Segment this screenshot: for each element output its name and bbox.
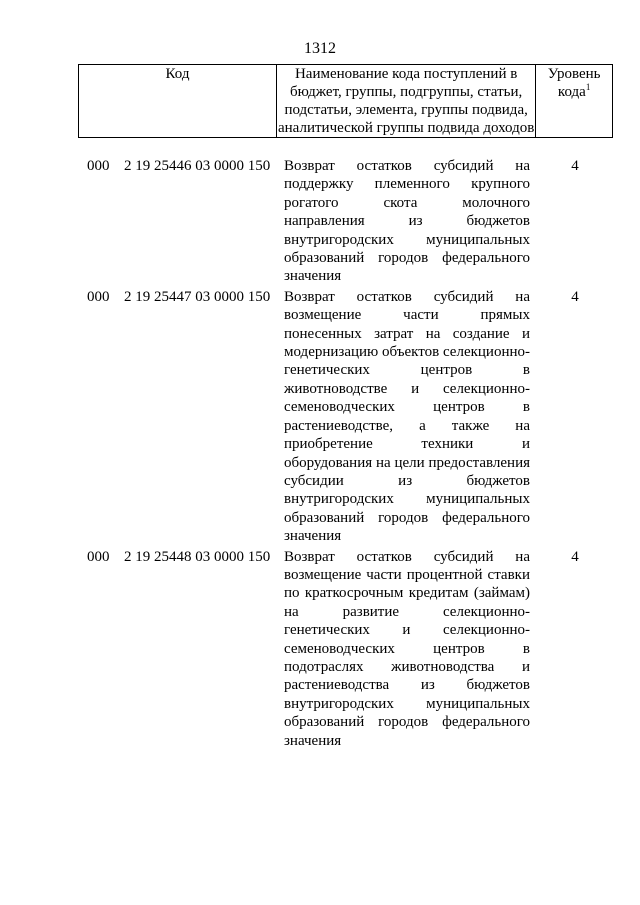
header-code xyxy=(79,65,277,138)
footnote-marker: 1 xyxy=(585,82,591,92)
income-name: Возврат остатков субсидий на поддержку племенного крупного рогатого скота молочного направления из бюджетов внутригородских муниципальных образований городов федерального значения xyxy=(284,158,530,285)
admin-code: 000 xyxy=(87,288,110,305)
code-level: 4 xyxy=(571,548,579,565)
income-code: 2 19 25446 03 0000 150 xyxy=(124,158,271,174)
table-row xyxy=(78,548,613,750)
header-name-label: Наименование кода поступлений в бюджет, группы, подгруппы, статьи, подстатьи, элемента, группы подвида, аналитической группы подвида доходов xyxy=(278,66,535,136)
header-code-label: Код xyxy=(165,66,190,82)
header-name xyxy=(277,65,536,138)
admin-code: 000 xyxy=(87,548,110,565)
admin-code: 000 xyxy=(87,158,110,174)
header-level xyxy=(536,65,613,138)
income-name: Возврат остатков субсидий на возмещение части процентной ставки по краткосрочным кредитам (займам) на развитие селекционно-генетических и селекционно-семеноводческих центров в подотраслях животноводства и растениеводства из бюджетов внутригородских муниципальных образований городов федерального значения xyxy=(284,548,530,749)
code-level: 4 xyxy=(571,288,579,305)
income-name: Возврат остатков субсидий на возмещение части прямых понесенных затрат на создание и модернизацию объектов селекционно-генетических центров в животноводстве и селекционно-семеноводческих центров в растениеводстве, а также на приобретение техники и оборудования на цели предоставления субсидии из бюджетов внутригородских муниципальных образований городов федерального значения xyxy=(284,288,530,545)
table-row xyxy=(78,157,613,286)
header-level-label: Уровень кода xyxy=(547,66,601,100)
code-level: 4 xyxy=(571,158,579,174)
table-header xyxy=(78,64,613,138)
page-number: 1312 xyxy=(304,40,336,57)
table-row xyxy=(78,288,613,546)
income-code: 2 19 25447 03 0000 150 xyxy=(124,288,271,305)
income-code: 2 19 25448 03 0000 150 xyxy=(124,548,271,565)
table-body xyxy=(78,157,613,752)
